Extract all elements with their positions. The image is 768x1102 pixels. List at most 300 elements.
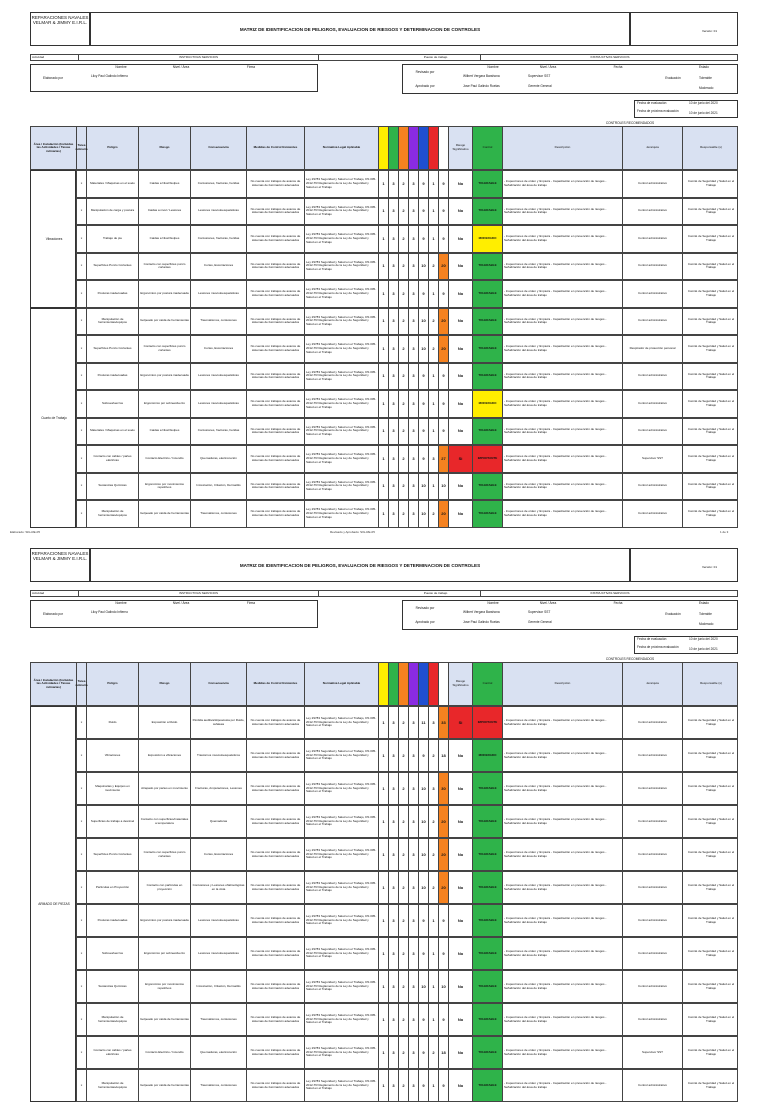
nombre-header: Nombre [115, 65, 127, 69]
area-label: Vibraciones [45, 236, 63, 241]
score-cell: 10 [419, 872, 429, 903]
score-cell: 3 [389, 419, 399, 445]
score-cell: 1 [379, 446, 389, 472]
control-level-cell: TOLERABLE [473, 905, 503, 936]
routine-flag: x [77, 938, 87, 969]
elaborado-label: Elaborado por [42, 612, 64, 616]
consecuencia-cell: Fracturas, Amputaciones, Lesiones [191, 773, 247, 804]
score-cell: 10 [419, 336, 429, 362]
score-cell: 11 [419, 707, 429, 738]
significant-cell: No [449, 773, 473, 804]
score-cell: 3 [409, 226, 419, 252]
table-row [76, 1036, 738, 1069]
significant-cell: No [449, 938, 473, 969]
prob-header-3 [399, 127, 409, 169]
revisado-label: Revisado por [415, 606, 435, 610]
col-header-c7: Normativa Legal Aplicable [305, 663, 379, 705]
medida-cell: No cuenta con trabajos de avance de sistemas de iluminación adecuados [247, 905, 305, 936]
prob-header-3 [399, 663, 409, 705]
medida-cell: No cuenta con trabajos de avance de sistemas de iluminación adecuados [247, 199, 305, 225]
score-cell: 1 [379, 872, 389, 903]
significant-cell: No [449, 281, 473, 307]
score-cell: 3 [389, 1037, 399, 1068]
jerarquia-cell: Control administrativo [623, 971, 683, 1002]
consecuencia-cell: Traumatismos, contusiones [191, 309, 247, 335]
score-cell: 2 [399, 872, 409, 903]
control-level-cell: TOLERABLE [473, 336, 503, 362]
routine-flag: x [77, 773, 87, 804]
score-cell: 9 [419, 446, 429, 472]
footer-left: Elaborado: SIG-RE-05 [10, 530, 41, 534]
score-cell: 2 [399, 773, 409, 804]
control-level-cell: TOLERABLE [473, 364, 503, 390]
normativa-cell: Ley 29783 Seguridad y Salud en el Trabajo, DS 005-2012-TR Reglamento de la Ley de Seguridad y Salud en el Trabajo [305, 419, 379, 445]
responsable-cell: Comité de Seguridad y Salud en el Trabajo [687, 179, 735, 187]
routine-flag: x [77, 364, 87, 390]
descripcion-cell: - Inspecciones de orden y limpieza - Capacitación en prevención de riesgos - Señalización del área de trabajo [503, 1037, 623, 1068]
jerarquia-cell: Control administrativo [623, 474, 683, 500]
descripcion-cell: - Inspecciones de orden y limpieza - Capacitación en prevención de riesgos - Señalización del área de trabajo [503, 938, 623, 969]
score-cell: 3 [389, 364, 399, 390]
col-header-c6: Medidas de Control Existentes [247, 663, 305, 705]
activity-label: Actividad [31, 55, 79, 60]
score-cell: 2 [399, 1037, 409, 1068]
riesgo-cell: Ergonómico por sobreesfuerzo [139, 938, 191, 969]
significant-cell: No [449, 872, 473, 903]
controles-header: CONTROLES RECOMENDADOS [605, 121, 655, 125]
score-cell: 9 [419, 938, 429, 969]
score-cell: 3 [389, 336, 399, 362]
score-cell: 9 [439, 171, 449, 197]
descripcion-cell: - Inspecciones de orden y limpieza - Capacitación en prevención de riesgos - Señalización del área de trabajo [503, 905, 623, 936]
descripcion-cell: - Inspecciones de orden y limpieza - Capacitación en prevención de riesgos - Señalización del área de trabajo [503, 391, 623, 417]
score-cell: 3 [409, 281, 419, 307]
peligro-cell: Sobreesfuerzos [87, 391, 139, 417]
score-cell: 3 [409, 254, 419, 280]
score-cell: 3 [389, 309, 399, 335]
score-cell: 3 [409, 1070, 419, 1101]
prob-header-6 [429, 127, 439, 169]
descripcion-cell: - Inspecciones de orden y limpieza - Capacitación en prevención de riesgos - Señalización del área de trabajo [503, 309, 623, 335]
medida-cell: No cuenta con trabajos de avance de sistemas de iluminación adecuados [247, 740, 305, 771]
medida-cell: No cuenta con trabajos de avance de sistemas de iluminación adecuados [247, 364, 305, 390]
responsable-cell: Comité de Seguridad y Salud en el Trabajo [687, 509, 735, 517]
riesgo-cell: Contacto con superficies/materiales a temperatura [139, 806, 191, 837]
peligro-cell: Superficies Punzo Cortantes [87, 336, 139, 362]
normativa-cell: Ley 29783 Seguridad y Salud en el Trabajo, DS 005-2012-TR Reglamento de la Ley de Seguridad y Salud en el Trabajo [305, 872, 379, 903]
normativa-cell: Ley 29783 Seguridad y Salud en el Trabajo, DS 005-2012-TR Reglamento de la Ley de Seguridad y Salud en el Trabajo [305, 336, 379, 362]
responsable-cell: Comité de Seguridad y Salud en el Trabajo [687, 882, 735, 891]
prox-eval-label: Fecha de próxima evaluación [637, 109, 679, 113]
score-cell: 2 [399, 501, 409, 527]
score-cell: 3 [409, 839, 419, 870]
routine-flag: x [77, 1004, 87, 1035]
table-row [76, 739, 738, 772]
score-cell: 1 [379, 281, 389, 307]
score-cell: 3 [389, 501, 399, 527]
score-cell: 3 [409, 336, 419, 362]
revisado-area: Supervisor SST [528, 74, 551, 78]
evaluacion-label: Evaluación [665, 612, 681, 616]
score-cell: 3 [389, 226, 399, 252]
control-level-cell: TOLERABLE [473, 281, 503, 307]
score-cell: 2 [429, 501, 439, 527]
normativa-cell: Ley 29783 Seguridad y Salud en el Trabajo, DS 005-2012-TR Reglamento de la Ley de Seguridad y Salud en el Trabajo [305, 1004, 379, 1035]
col-header-c9: Control [473, 663, 503, 705]
prob-header-2 [389, 663, 399, 705]
normativa-cell: Ley 29783 Seguridad y Salud en el Trabajo, DS 005-2012-TR Reglamento de la Ley de Seguridad y Salud en el Trabajo [305, 1037, 379, 1068]
consecuencia-cell: Quemaduras, electrocución [191, 446, 247, 472]
medida-cell: No cuenta con trabajos de avance de sistemas de iluminación adecuados [247, 501, 305, 527]
medida-cell: No cuenta con trabajos de avance de sistemas de iluminación adecuados [247, 971, 305, 1002]
medida-cell: No cuenta con trabajos de avance de sistemas de iluminación adecuados [247, 1004, 305, 1035]
score-cell: 1 [379, 171, 389, 197]
score-cell: 20 [439, 336, 449, 362]
prob-header-6 [429, 663, 439, 705]
revisado-name: Wilbert Vergara Barahona [463, 610, 500, 614]
responsable-cell: Comité de Seguridad y Salud en el Trabajo [687, 234, 735, 242]
score-cell: 18 [439, 740, 449, 771]
table-row [76, 418, 738, 446]
area-cell [30, 706, 76, 1102]
activity-row [30, 590, 738, 597]
score-cell: 2 [399, 199, 409, 225]
peligro-cell: Manipulación de herramientas/equipos [87, 309, 139, 335]
consecuencia-cell: Intoxicación, Irritación, Dermatitis [191, 474, 247, 500]
riesgo-cell: Contacto con partículas en proyección [139, 872, 191, 903]
fecha-eval-value: 10 de junio del 2020 [689, 101, 718, 105]
prob-header-7 [439, 663, 449, 705]
peligro-cell: Maquinarias y Equipos en movimiento [87, 773, 139, 804]
jerarquia-cell: Control administrativo [623, 872, 683, 903]
jerarquia-cell: Control administrativo [623, 806, 683, 837]
descripcion-cell: - Inspecciones de orden y limpieza - Capacitación en prevención de riesgos - Señalización del área de trabajo [503, 446, 623, 472]
score-cell: 9 [419, 391, 429, 417]
responsable-cell: Comité de Seguridad y Salud en el Trabajo [687, 1080, 735, 1089]
aprobado-name: Jose Paul Galindo Ruelas [463, 620, 500, 624]
table-row [76, 904, 738, 937]
consecuencia-cell: Traumatismos, contusiones [191, 501, 247, 527]
score-cell: 3 [409, 773, 419, 804]
table-row [76, 308, 738, 336]
estado-label: Estado [699, 65, 709, 69]
control-level-cell: TOLERABLE [473, 773, 503, 804]
col-header-c3: Peligro [87, 663, 139, 705]
col-header-c12: Responsable (s) [700, 681, 722, 686]
medida-cell: No cuenta con trabajos de avance de sistemas de iluminación adecuados [247, 171, 305, 197]
elaborado-name: Lilcy Paul Galindo Infierno [91, 74, 129, 78]
medida-cell: No cuenta con trabajos de avance de sistemas de iluminación adecuados [247, 839, 305, 870]
peligro-cell: Vibraciones [87, 740, 139, 771]
table-row [76, 500, 738, 528]
control-level-cell: TOLERABLE [473, 806, 503, 837]
score-cell: 2 [399, 839, 409, 870]
score-cell: 20 [439, 872, 449, 903]
score-cell: 2 [399, 1004, 409, 1035]
score-cell: 1 [429, 391, 439, 417]
score-cell: 1 [429, 171, 439, 197]
consecuencia-cell: Contusiones y Lesiones oftalmológicas en la vista [191, 872, 247, 903]
score-cell: 1 [379, 199, 389, 225]
score-cell: 1 [379, 773, 389, 804]
score-cell: 2 [399, 281, 409, 307]
peligro-cell: Sobreesfuerzos [87, 938, 139, 969]
jerarquia-cell: Control administrativo [623, 1004, 683, 1035]
control-level-cell: TOLERABLE [473, 1004, 503, 1035]
descripcion-cell: - Inspecciones de orden y limpieza - Capacitación en prevención de riesgos - Señalización del área de trabajo [503, 419, 623, 445]
peligro-cell: Materiales / Maquinas en el suelo [87, 419, 139, 445]
control-level-cell: TOLERABLE [473, 872, 503, 903]
medida-cell: No cuenta con trabajos de avance de sistemas de iluminación adecuados [247, 336, 305, 362]
activity-row [30, 54, 738, 61]
score-cell: 3 [409, 171, 419, 197]
riesgo-cell: Caidas a nivel / Lesiones [139, 199, 191, 225]
medida-cell: No cuenta con trabajos de avance de sistemas de iluminación adecuados [247, 1070, 305, 1101]
score-cell: 3 [409, 905, 419, 936]
significant-cell: No [449, 199, 473, 225]
prob-header-7 [439, 127, 449, 169]
company-name: REPARACIONES NAVALES VELMAR & JIMMY E.I.R.L. [30, 548, 90, 582]
control-level-cell: TOLERABLE [473, 199, 503, 225]
activity-label: Actividad [31, 591, 79, 596]
prob-header-1 [379, 127, 389, 169]
significant-cell: No [449, 1070, 473, 1101]
score-cell: 9 [419, 199, 429, 225]
significant-cell: No [449, 419, 473, 445]
score-cell: 3 [389, 971, 399, 1002]
score-cell: 3 [429, 773, 439, 804]
table-row [76, 473, 738, 501]
table-row [76, 805, 738, 838]
col-header-c12: Responsable (s) [700, 145, 722, 150]
version-box [630, 12, 738, 46]
score-cell: 2 [429, 1037, 439, 1068]
score-cell: 9 [419, 740, 429, 771]
evaluacion-label: Evaluación [665, 76, 681, 80]
control-level-cell: MODERADO [473, 226, 503, 252]
significant-cell: No [449, 839, 473, 870]
consecuencia-cell: Lesiones musculoesqueléticas [191, 391, 247, 417]
routine-flag: x [77, 226, 87, 252]
estado-label: Estado [699, 601, 709, 605]
routine-flag: x [77, 199, 87, 225]
table-row [76, 198, 738, 226]
riesgo-cell: Ergonómico por postura inadecuada [139, 364, 191, 390]
peligro-cell: Manipulación de carga y postura [87, 199, 139, 225]
descripcion-cell: - Inspecciones de orden y limpieza - Capacitación en prevención de riesgos - Señalización del área de trabajo [503, 1004, 623, 1035]
jerarquia-cell: Control administrativo [623, 773, 683, 804]
jerarquia-cell: Control administrativo [623, 839, 683, 870]
estado-v1: Tolerable [699, 76, 712, 80]
control-level-cell: TOLERABLE [473, 254, 503, 280]
descripcion-cell: - Inspecciones de orden y limpieza - Capacitación en prevención de riesgos - Señalización del área de trabajo [503, 872, 623, 903]
responsable-cell: Comité de Seguridad y Salud en el Trabajo [687, 399, 735, 407]
normativa-cell: Ley 29783 Seguridad y Salud en el Trabajo, DS 005-2012-TR Reglamento de la Ley de Seguridad y Salud en el Trabajo [305, 938, 379, 969]
score-cell: 3 [409, 364, 419, 390]
medida-cell: No cuenta con trabajos de avance de sistemas de iluminación adecuados [247, 773, 305, 804]
score-cell: 1 [379, 839, 389, 870]
score-cell: 2 [399, 740, 409, 771]
estado-v2: Moderado [699, 622, 714, 626]
descripcion-cell: - Inspecciones de orden y limpieza - Capacitación en prevención de riesgos - Señalización del área de trabajo [503, 1070, 623, 1101]
riesgo-cell: Caidas a Nivel/Golpes [139, 419, 191, 445]
col-header-c10: Descripción [503, 663, 623, 705]
score-cell: 9 [419, 419, 429, 445]
table-row [76, 390, 738, 418]
col-header-c11: Jerarquía [623, 127, 683, 169]
table-row [76, 970, 738, 1003]
rev-fecha-header: Fecha [613, 65, 623, 69]
control-level-cell: MODERADO [473, 740, 503, 771]
col-header-c5: Consecuencia [191, 663, 247, 705]
score-cell: 2 [399, 226, 409, 252]
prob-header-2 [389, 127, 399, 169]
puesto-value: INSTRUCTIVAS SERVICIOS [590, 54, 630, 59]
aprobado-area: Gerente General [528, 84, 552, 88]
prob-header-5 [419, 127, 429, 169]
descripcion-cell: - Inspecciones de orden y limpieza - Capacitación en prevención de riesgos - Señalización del área de trabajo [503, 839, 623, 870]
significant-cell: No [449, 391, 473, 417]
col-header-c1: Área / Instalación (Incluidas las Actividades / Tareas rutinarias) [31, 127, 77, 169]
descripcion-cell: - Inspecciones de orden y limpieza - Capacitación en prevención de riesgos - Señalización del área de trabajo [503, 171, 623, 197]
medida-cell: No cuenta con trabajos de avance de sistemas de iluminación adecuados [247, 474, 305, 500]
score-cell: 3 [389, 391, 399, 417]
score-cell: 2 [429, 336, 439, 362]
descripcion-cell: - Inspecciones de orden y limpieza - Capacitación en prevención de riesgos - Señalización del área de trabajo [503, 474, 623, 500]
medida-cell: No cuenta con trabajos de avance de sistemas de iluminación adecuados [247, 226, 305, 252]
jerarquia-cell: Control administrativo [623, 419, 683, 445]
score-cell: 9 [439, 938, 449, 969]
responsable-cell: Comité de Seguridad y Salud en el Trabajo [687, 981, 735, 990]
score-cell: 20 [439, 839, 449, 870]
jerarquia-cell: Control administrativo [623, 501, 683, 527]
score-cell: 2 [429, 740, 439, 771]
table-row [76, 937, 738, 970]
medida-cell: No cuenta con trabajos de avance de sistemas de iluminación adecuados [247, 419, 305, 445]
consecuencia-cell: Quemaduras [191, 806, 247, 837]
riesgo-cell: Caidas a Nivel/Golpes [139, 226, 191, 252]
prox-eval-value: 10 de junio del 2021 [689, 111, 718, 115]
score-cell: 1 [379, 971, 389, 1002]
footer-mid: Revisado y Aprobado: SIG-RE-05 [330, 530, 375, 534]
col-header-c4: Riesgo [139, 663, 191, 705]
score-cell: 9 [439, 1070, 449, 1101]
score-cell: 1 [379, 938, 389, 969]
version-box [630, 548, 738, 582]
activity-value: INSTRUCTIVAS SERVICIOS [79, 55, 319, 60]
responsable-cell: Comité de Seguridad y Salud en el Trabajo [687, 849, 735, 858]
aprobado-label: Aprobado por [415, 84, 435, 88]
score-cell: 1 [429, 1070, 439, 1101]
peligro-cell: Posturas inadecuadas [87, 364, 139, 390]
col-header-c4: Riesgo [139, 127, 191, 169]
responsable-cell: Comité de Seguridad y Salud en el Trabajo [687, 316, 735, 325]
routine-flag: x [77, 419, 87, 445]
normativa-cell: Ley 29783 Seguridad y Salud en el Trabajo, DS 005-2012-TR Reglamento de la Ley de Seguridad y Salud en el Trabajo [305, 806, 379, 837]
score-cell: 3 [389, 707, 399, 738]
score-cell: 1 [379, 740, 389, 771]
riesgo-cell: Contacto Electrico / Incendio [139, 1037, 191, 1068]
responsable-cell: Comité de Seguridad y Salud en el Trabajo [687, 289, 735, 297]
descripcion-cell: - Inspecciones de orden y limpieza - Capacitación en prevención de riesgos - Señalización del área de trabajo [503, 281, 623, 307]
normativa-cell: Ley 29783 Seguridad y Salud en el Trabajo, DS 005-2012-TR Reglamento de la Ley de Seguridad y Salud en el Trabajo [305, 905, 379, 936]
routine-flag: x [77, 1070, 87, 1101]
responsable-cell: Comité de Seguridad y Salud en el Trabajo [687, 948, 735, 957]
score-cell: 9 [419, 1070, 429, 1101]
score-cell: 2 [399, 309, 409, 335]
area-label: Cuarto de Trabajo [41, 415, 67, 420]
significant-cell: No [449, 971, 473, 1002]
consecuencia-cell: Lesiones musculoesqueléticas [191, 281, 247, 307]
responsable-cell: Comité de Seguridad y Salud en el Trabajo [687, 750, 735, 759]
riesgo-cell: Golpeado por caída de herramientas [139, 309, 191, 335]
score-cell: 2 [429, 839, 439, 870]
revisado-block [402, 64, 738, 94]
revisado-area: Supervisor SST [528, 610, 551, 614]
consecuencia-cell: Traumatismos, contusiones [191, 1004, 247, 1035]
rev-nombre-header: Nombre [487, 601, 499, 605]
puesto-label: Puesto de trabajo [391, 55, 481, 60]
peligro-cell: Contacto con cables / partes eléctricas [87, 446, 139, 472]
score-cell: 2 [429, 806, 439, 837]
table-row [76, 335, 738, 363]
score-cell: 3 [389, 938, 399, 969]
consecuencia-cell: Traumatismos, contusiones [191, 1070, 247, 1101]
control-level-cell: TOLERABLE [473, 474, 503, 500]
col-header-c6: Medidas de Control Existentes [247, 127, 305, 169]
controles-header: CONTROLES RECOMENDADOS [605, 657, 655, 661]
descripcion-cell: - Inspecciones de orden y limpieza - Capacitación en prevención de riesgos - Señalización del área de trabajo [503, 806, 623, 837]
nivel-header: Nivel / Área [172, 65, 190, 69]
score-cell: 3 [409, 419, 419, 445]
score-cell: 9 [439, 391, 449, 417]
score-cell: 1 [379, 474, 389, 500]
score-cell: 1 [379, 905, 389, 936]
normativa-cell: Ley 29783 Seguridad y Salud en el Trabajo, DS 005-2012-TR Reglamento de la Ley de Seguridad y Salud en el Trabajo [305, 501, 379, 527]
prox-eval-label: Fecha de próxima evaluación [637, 645, 679, 649]
consecuencia-cell: Lesiones musculoesqueléticas [191, 199, 247, 225]
score-cell: 2 [399, 391, 409, 417]
matrix-title: MATRIZ DE IDENTIFICACION DE PELIGROS, EVALUACION DE RIESGOS Y DETERMINACION DE CONTROLES [90, 12, 630, 46]
medida-cell: No cuenta con trabajos de avance de sistemas de iluminación adecuados [247, 707, 305, 738]
routine-flag: x [77, 446, 87, 472]
score-cell: 3 [409, 446, 419, 472]
rev-fecha-header: Fecha [613, 601, 623, 605]
score-cell: 3 [409, 501, 419, 527]
routine-flag: x [77, 905, 87, 936]
significant-cell: No [449, 309, 473, 335]
normativa-cell: Ley 29783 Seguridad y Salud en el Trabajo, DS 005-2012-TR Reglamento de la Ley de Seguridad y Salud en el Trabajo [305, 740, 379, 771]
score-cell: 20 [439, 254, 449, 280]
col-header-c3: Peligro [87, 127, 139, 169]
estado-v2: Moderado [699, 86, 714, 90]
jerarquia-cell: Control administrativo [623, 309, 683, 335]
descripcion-cell: - Inspecciones de orden y limpieza - Capacitación en prevención de riesgos - Señalización del área de trabajo [503, 199, 623, 225]
score-cell: 1 [379, 364, 389, 390]
control-level-cell: IMPORTANTE [473, 446, 503, 472]
column-header-row [30, 126, 738, 170]
medida-cell: No cuenta con trabajos de avance de sistemas de iluminación adecuados [247, 309, 305, 335]
score-cell: 1 [429, 905, 439, 936]
medida-cell: No cuenta con trabajos de avance de sistemas de iluminación adecuados [247, 872, 305, 903]
elaborado-block [30, 64, 318, 92]
control-level-cell: MODERADO [473, 391, 503, 417]
responsable-cell: Comité de Seguridad y Salud en el Trabajo [687, 915, 735, 924]
score-cell: 30 [439, 773, 449, 804]
score-cell: 3 [409, 707, 419, 738]
score-cell: 9 [439, 226, 449, 252]
score-cell: 18 [439, 1037, 449, 1068]
